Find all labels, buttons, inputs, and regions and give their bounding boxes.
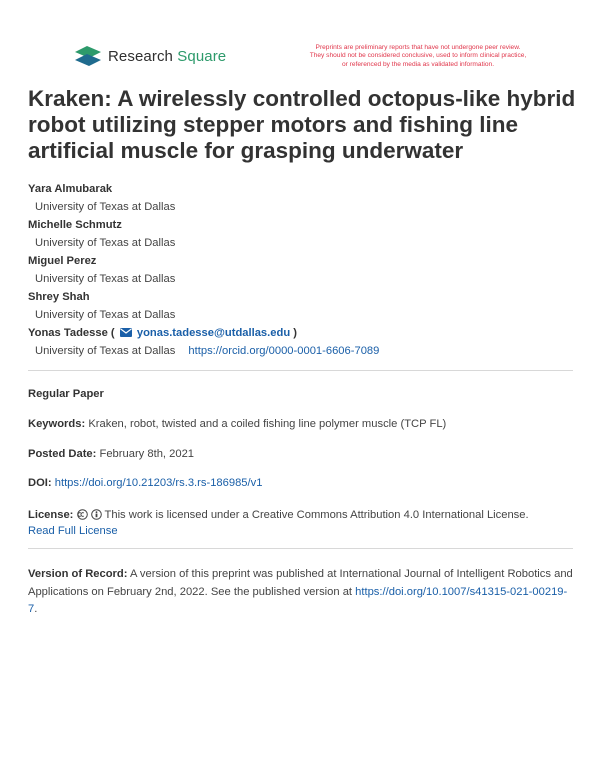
research-square-logo-icon	[74, 46, 102, 66]
keywords-value: Kraken, robot, twisted and a coiled fishing line polymer muscle (TCP FL)	[88, 418, 447, 430]
version-of-record	[28, 566, 573, 619]
paper-title: Kraken: A wirelessly controlled octopus-like hybrid robot utilizing stepper motors and fishing line artificial muscle for grasping underwater	[28, 86, 576, 163]
attribution-icon	[91, 509, 102, 520]
author-affiliation: University of Texas at Dallas	[35, 201, 176, 213]
author-affiliation: University of Texas at Dallas	[35, 345, 176, 357]
author-name[interactable]: Yara Almubarak	[28, 183, 113, 195]
version-doi-link[interactable]: https://doi.org/10.1007/s41315-021-00219-7	[28, 585, 568, 615]
envelope-icon	[120, 328, 132, 337]
article-type-label: Regular Paper	[28, 388, 104, 400]
doi-row	[28, 477, 573, 489]
logo-research-text: Research	[108, 47, 173, 65]
divider	[28, 548, 573, 549]
author-name[interactable]: Yonas Tadesse	[28, 327, 108, 339]
doi-link[interactable]: https://doi.org/10.21203/rs.3.rs-186985/v1	[54, 477, 263, 489]
version-label: Version of Record:	[28, 568, 128, 580]
license-label: License:	[28, 509, 74, 521]
keywords-row	[28, 418, 573, 430]
license-row	[28, 507, 573, 539]
logo-square-text: Square	[177, 47, 227, 65]
read-full-license-link[interactable]: Read Full License	[28, 525, 118, 537]
preprint-notice	[273, 44, 563, 69]
orcid-link[interactable]: https://orcid.org/0000-0001-6606-7089	[188, 345, 380, 357]
creative-commons-icon	[77, 509, 88, 520]
author-email-link[interactable]: yonas.tadesse@utdallas.edu	[136, 327, 291, 339]
license-text: This work is licensed under a Creative Commons Attribution 4.0 International License.	[104, 509, 529, 521]
notice-line: They should not be considered conclusive, used to inform clinical practice,	[309, 52, 527, 60]
author-name[interactable]: Shrey Shah	[28, 291, 90, 303]
page-header	[74, 44, 574, 80]
posted-date-label: Posted Date:	[28, 448, 97, 460]
posted-date-row	[28, 448, 573, 460]
posted-date-value: February 8th, 2021	[99, 448, 195, 460]
version-end: .	[34, 603, 38, 615]
divider	[28, 370, 573, 371]
author-name[interactable]: Miguel Perez	[28, 255, 97, 267]
author-affiliation-row	[35, 342, 588, 360]
doi-label: DOI:	[28, 477, 52, 489]
research-square-logo[interactable]	[74, 46, 226, 66]
author-affiliation: University of Texas at Dallas	[35, 237, 176, 249]
corresponding-author: Yonas Tadesse ( yonas.tadesse@utdallas.edu )	[28, 327, 297, 339]
author-affiliation: University of Texas at Dallas	[35, 309, 176, 321]
author-list	[28, 180, 588, 360]
article-type	[28, 388, 573, 400]
keywords-label: Keywords:	[28, 418, 86, 430]
author-name[interactable]: Michelle Schmutz	[28, 219, 122, 231]
version-text: A version of this preprint was published at International Journal of Intelligent Robotics and Applications on February 2nd, 2022. See the published version at	[28, 568, 573, 598]
author-affiliation: University of Texas at Dallas	[35, 273, 176, 285]
notice-line: Preprints are preliminary reports that have not undergone peer review.	[315, 44, 521, 51]
notice-line: or referenced by the media as validated information.	[341, 60, 495, 68]
